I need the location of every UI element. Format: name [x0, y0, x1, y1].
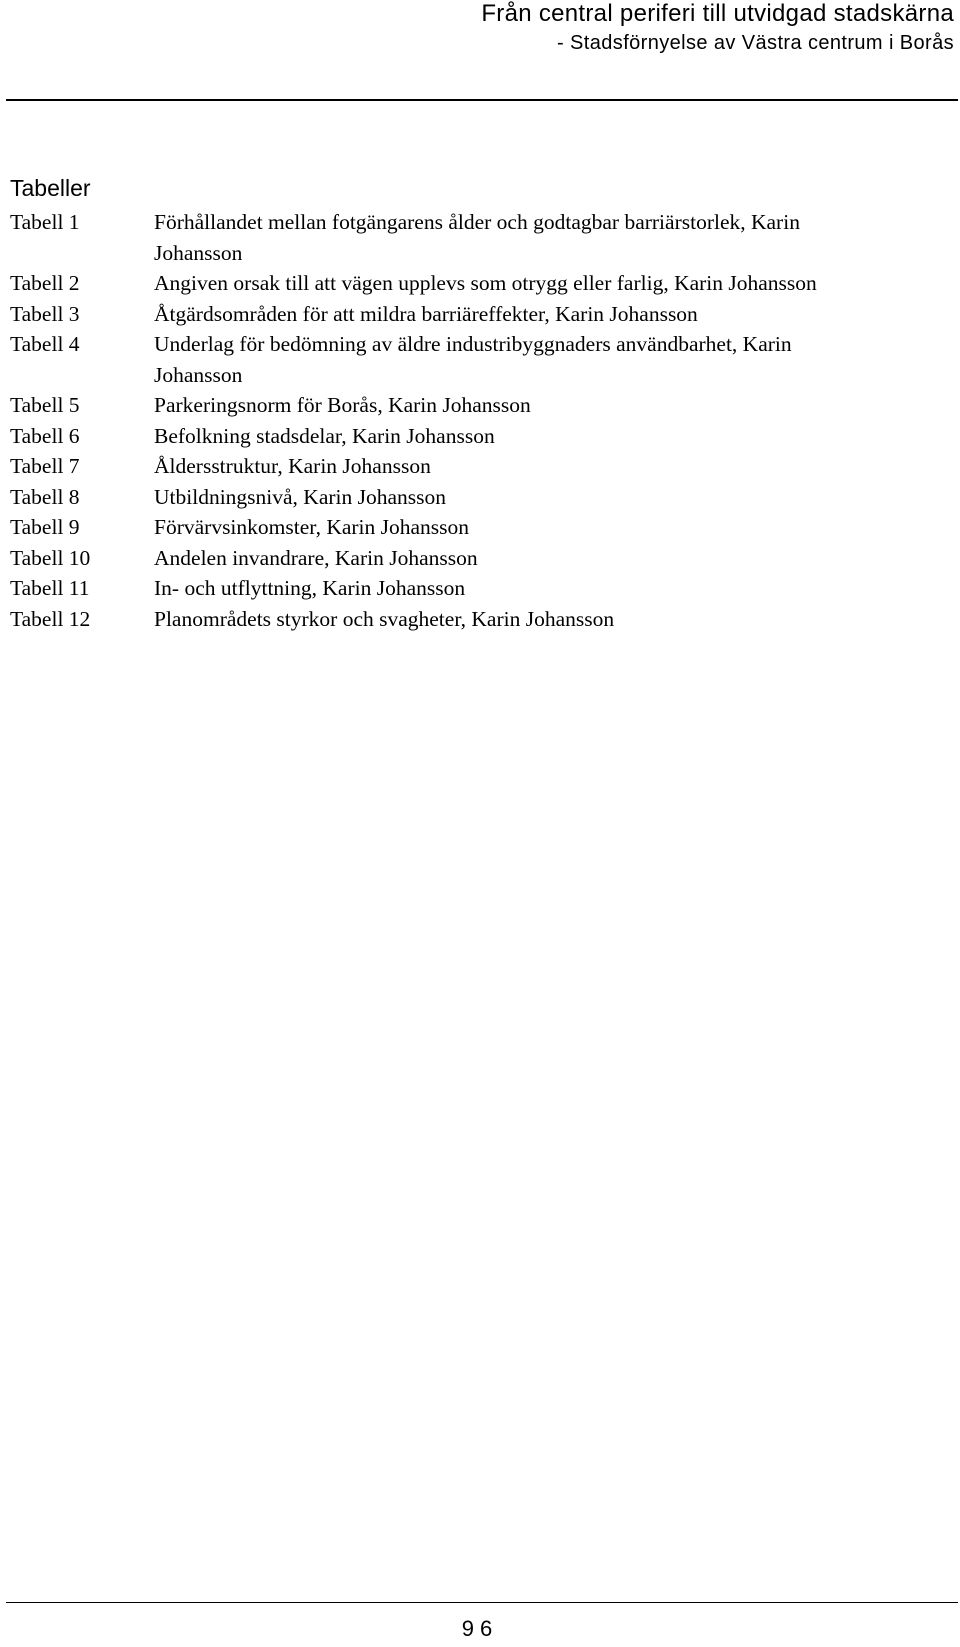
table-description: Åldersstruktur, Karin Johansson [154, 454, 431, 478]
table-label: Tabell 10 [10, 545, 91, 570]
table-list-item [10, 268, 854, 299]
table-list-item [10, 390, 854, 421]
table-list-item [10, 512, 854, 543]
table-description: In- och utflyttning, Karin Johansson [154, 576, 466, 600]
table-description: Befolkning stadsdelar, Karin Johansson [154, 423, 495, 448]
table-label: Tabell 12 [10, 606, 91, 631]
header-divider [6, 99, 958, 101]
table-description: Förhållandet mellan fotgängarens ålder och godtagbar barriärstorlek, Karin Johansson [154, 210, 800, 265]
table-list-item [10, 543, 854, 574]
table-list-item [10, 329, 854, 390]
table-list-item [10, 299, 854, 330]
page-header [481, 0, 954, 56]
table-description: Förvärvsinkomster, Karin Johansson [154, 515, 470, 539]
table-label: Tabell 4 [10, 332, 80, 356]
section-heading: Tabeller [10, 175, 91, 201]
table-description: Angiven orsak till att vägen upplevs som otrygg eller farlig, Karin Johansson [154, 271, 817, 295]
table-description: Åtgärdsområden för att mildra barriäreffekter, Karin Johansson [154, 301, 698, 326]
table-label: Tabell 3 [10, 301, 80, 326]
document-title: Från central periferi till utvidgad stadskärna [481, 0, 954, 27]
table-description: Utbildningsnivå, Karin Johansson [154, 484, 447, 509]
table-label: Tabell 11 [10, 576, 90, 600]
table-label: Tabell 5 [10, 393, 80, 417]
table-label: Tabell 1 [10, 210, 80, 234]
table-list-item [10, 421, 854, 452]
table-description: Underlag för bedömning av äldre industribyggnaders användbarhet, Karin Johansson [154, 332, 792, 387]
table-list-item [10, 451, 854, 482]
table-list [10, 207, 854, 634]
table-list-item [10, 604, 854, 635]
table-label: Tabell 6 [10, 423, 80, 448]
table-description: Parkeringsnorm för Borås, Karin Johansson [154, 393, 531, 417]
footer-divider [6, 1602, 958, 1603]
table-description: Andelen invandrare, Karin Johansson [154, 545, 478, 570]
table-label: Tabell 8 [10, 484, 80, 509]
table-label: Tabell 2 [10, 271, 80, 295]
table-list-item [10, 573, 854, 604]
table-list-item [10, 482, 854, 513]
table-description: Planområdets styrkor och svagheter, Karin Johansson [154, 606, 615, 631]
document-subtitle: - Stadsförnyelse av Västra centrum i Borås [557, 32, 954, 54]
table-list-item [10, 207, 854, 268]
table-label: Tabell 9 [10, 515, 80, 539]
page-number: 96 [461, 1616, 499, 1641]
table-label: Tabell 7 [10, 454, 80, 478]
